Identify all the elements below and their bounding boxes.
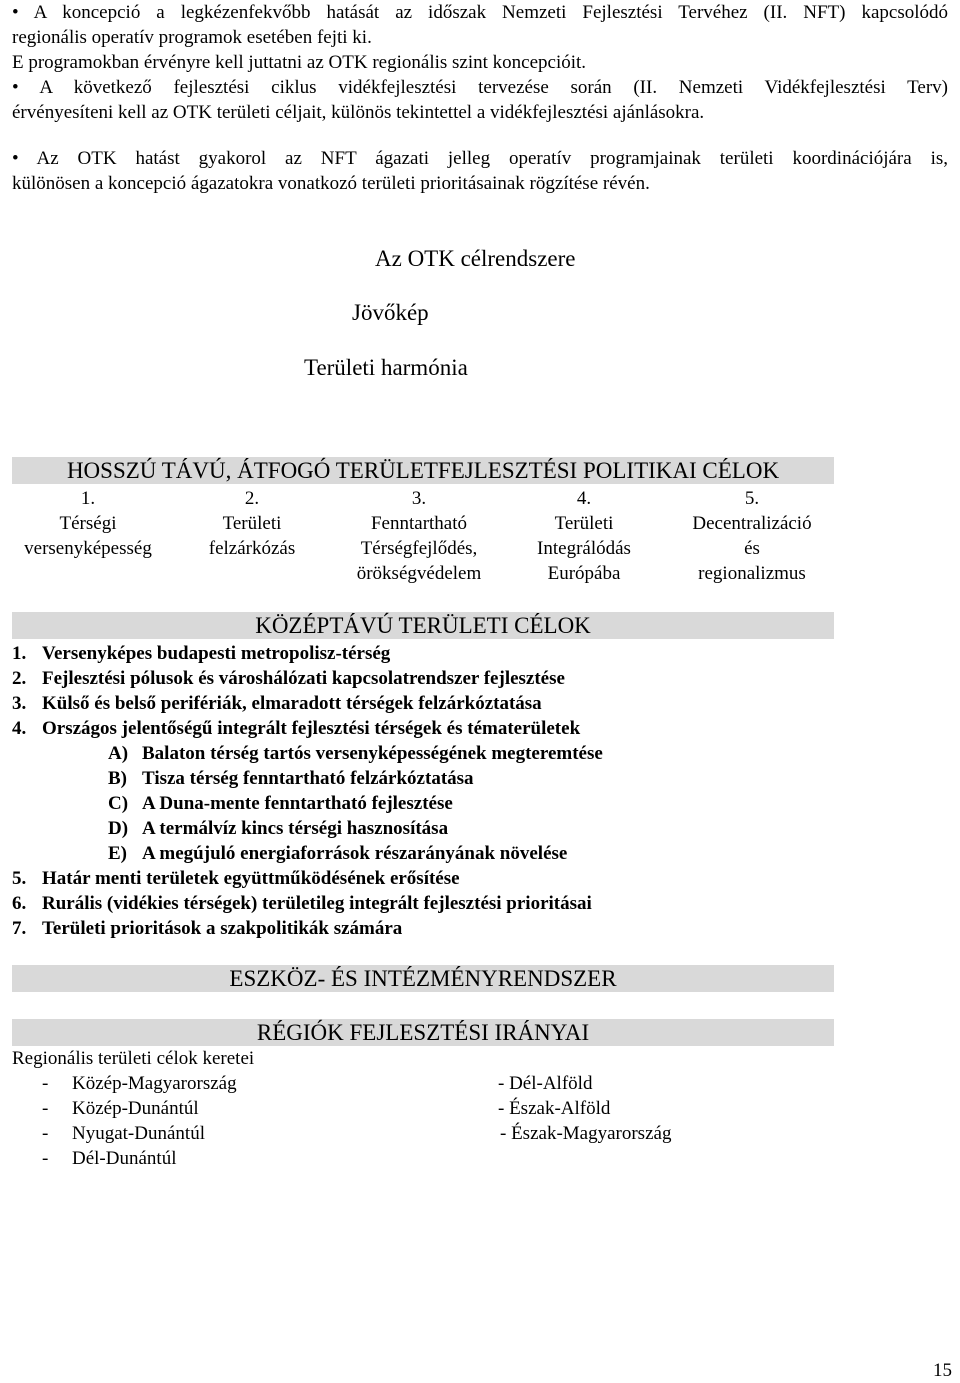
region-item xyxy=(12,1146,254,1171)
dash: - xyxy=(42,1073,49,1094)
goal-text: Térségi xyxy=(59,513,117,534)
goal-text: versenyképesség xyxy=(24,538,152,559)
page-number: 15 xyxy=(933,1360,952,1381)
goal-text: Területi xyxy=(222,513,282,534)
regions-block xyxy=(12,1046,672,1171)
sub-list-item xyxy=(12,766,603,791)
list-number: 7. xyxy=(12,918,27,939)
goal-text: Európába xyxy=(547,563,621,584)
region-name: Közép-Magyarország xyxy=(72,1073,237,1094)
long-term-goals-header: HOSSZÚ TÁVÚ, ÁTFOGÓ TERÜLETFEJLESZTÉSI POLITIKAI CÉLOK xyxy=(12,457,834,484)
text-line: • A következő fejlesztési ciklus vidékfejlesztési tervezése során (II. Nemzeti Vidékfejlesztési Terv) xyxy=(12,75,948,100)
mid-term-goals-header: KÖZÉPTÁVÚ TERÜLETI CÉLOK xyxy=(12,612,834,639)
text-line: E programokban érvényre kell juttatni az OTK regionális szint koncepcióit. xyxy=(12,52,587,73)
list-item xyxy=(12,666,603,691)
list-item xyxy=(12,866,603,891)
list-item xyxy=(12,916,603,941)
list-text: Országos jelentőségű integrált fejlesztési térségek és tématerületek xyxy=(42,718,581,739)
text-line: • Az OTK hatást gyakorol az NFT ágazati jelleg operatív programjainak területi koordinációjára is, xyxy=(12,146,948,171)
goal-text: és xyxy=(744,538,760,559)
region-item xyxy=(12,1121,672,1146)
text-line: különösen a koncepció ágazatokra vonatkozó területi prioritásainak rögzítése révén. xyxy=(12,173,650,194)
list-item xyxy=(12,641,603,666)
list-number: 5. xyxy=(12,868,27,889)
sub-list-item xyxy=(12,741,603,766)
list-text: Határ menti területek együttműködésének erősítése xyxy=(42,868,460,889)
list-text: Balaton térség tartós versenyképességének megteremtése xyxy=(142,743,603,764)
list-number: C) xyxy=(108,793,129,814)
sub-list-item xyxy=(12,791,603,816)
region-name: Dél-Dunántúl xyxy=(72,1148,177,1169)
dash: - xyxy=(42,1098,49,1119)
goal-text: Fenntartható xyxy=(370,513,468,534)
list-number: B) xyxy=(108,768,127,789)
goal-number: 1. xyxy=(80,488,96,509)
text-line: regionális operatív programok esetében fejti ki. xyxy=(12,27,372,48)
list-number: 3. xyxy=(12,693,27,714)
vision-label: Jövőkép xyxy=(352,300,429,325)
goal-text: Területi xyxy=(554,513,614,534)
harmony-label: Területi harmónia xyxy=(304,355,468,380)
region-item xyxy=(12,1071,593,1096)
list-text: A termálvíz kincs térségi hasznosítása xyxy=(142,818,449,839)
region-name: Közép-Dunántúl xyxy=(72,1098,199,1119)
list-text: Területi prioritások a szakpolitikák számára xyxy=(42,918,403,939)
goal-number: 5. xyxy=(744,488,760,509)
goal-item xyxy=(329,486,509,586)
paragraph-nft xyxy=(12,0,948,125)
list-number: 6. xyxy=(12,893,27,914)
goal-number: 3. xyxy=(411,488,427,509)
text-line: érvényesíteni kell az OTK területi céljait, különös tekintettel a vidékfejlesztési ajánlásokra. xyxy=(12,102,705,123)
goal-text: Integrálódás xyxy=(537,538,631,559)
goal-item xyxy=(662,486,842,586)
goal-number: 2. xyxy=(244,488,260,509)
list-text: A Duna-mente fenntartható fejlesztése xyxy=(142,793,453,814)
list-number: A) xyxy=(108,743,129,764)
region-name: - Dél-Alföld xyxy=(498,1073,593,1094)
goal-item xyxy=(494,486,674,586)
list-item xyxy=(12,891,603,916)
goal-text: regionalizmus xyxy=(698,563,806,584)
mid-term-goals-list xyxy=(12,641,603,941)
goal-text: Térségfejlődés, xyxy=(360,538,478,559)
text-line: • A koncepció a legkézenfekvőbb hatását az időszak Nemzeti Fejlesztési Tervéhez (II. NFT) kapcsolódó xyxy=(12,0,948,25)
dash: - xyxy=(42,1123,49,1144)
regions-header: RÉGIÓK FEJLESZTÉSI IRÁNYAI xyxy=(12,1019,834,1046)
paragraph-otk-impact xyxy=(12,146,948,196)
region-name: - Észak-Magyarország xyxy=(500,1123,672,1144)
list-text: Fejlesztési pólusok és városhálózati kapcsolatrendszer fejlesztése xyxy=(42,668,565,689)
list-item xyxy=(12,716,603,741)
list-number: E) xyxy=(108,843,127,864)
goal-number: 4. xyxy=(576,488,592,509)
region-item xyxy=(12,1096,611,1121)
regions-intro: Regionális területi célok keretei xyxy=(12,1048,255,1069)
list-number: 2. xyxy=(12,668,27,689)
list-text: A megújuló energiaforrások részarányának növelése xyxy=(142,843,568,864)
sub-list-item xyxy=(12,816,603,841)
goal-text: örökségvédelem xyxy=(356,563,482,584)
region-name: Nyugat-Dunántúl xyxy=(72,1123,205,1144)
sub-list-item xyxy=(12,841,603,866)
tools-header: ESZKÖZ- ÉS INTÉZMÉNYRENDSZER xyxy=(12,965,834,992)
list-number: 4. xyxy=(12,718,27,739)
dash: - xyxy=(42,1148,49,1169)
goal-text: felzárkózás xyxy=(208,538,296,559)
list-text: Versenyképes budapesti metropolisz-térség xyxy=(42,643,391,664)
list-text: Tisza térség fenntartható felzárkóztatása xyxy=(142,768,474,789)
goal-item xyxy=(0,486,178,561)
diagram-title: Az OTK célrendszere xyxy=(375,246,576,271)
list-text: Külső és belső perifériák, elmaradott térségek felzárkóztatása xyxy=(42,693,542,714)
list-number: 1. xyxy=(12,643,27,664)
list-text: Rurális (vidékies térségek) területileg integrált fejlesztési prioritásai xyxy=(42,893,592,914)
list-item xyxy=(12,691,603,716)
region-name: - Észak-Alföld xyxy=(498,1098,611,1119)
list-number: D) xyxy=(108,818,129,839)
goal-item xyxy=(162,486,342,561)
goal-text: Decentralizáció xyxy=(692,513,812,534)
